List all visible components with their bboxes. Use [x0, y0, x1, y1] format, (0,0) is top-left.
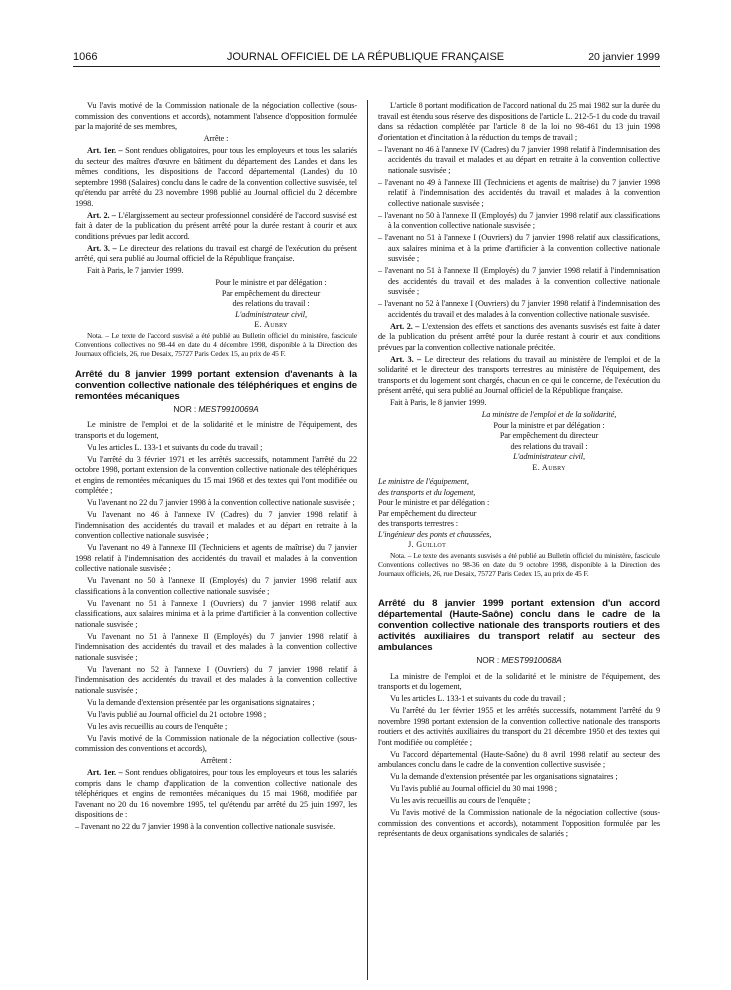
vu-item: Vu l'avis motivé de la Commission nationale de la négociation collective (sous-commission des conventions et accords), notamment l'opposition formulée par les représentants de deux organisations syndicales de salariés ;	[378, 808, 660, 839]
decree-title: Arrêté du 8 janvier 1999 portant extension d'un accord départemental (Haute-Saône) conclu dans le cadre de la convention collective nationale des transports routiers et des activités auxiliaires du transport relatif au secteur des ambulances	[378, 598, 660, 654]
signature-line: des transports terrestres :	[378, 519, 459, 528]
nor-code: MEST9910068A	[501, 655, 562, 666]
intro-paragraph: Le ministre de l'emploi et de la solidarité et le ministre de l'équipement, des transports et du logement,	[75, 420, 357, 440]
vu-item: Vu l'avis publié au Journal officiel du 30 mai 1998 ;	[390, 784, 557, 794]
vu-item: Vu l'avenant no 49 à l'annexe III (Techniciens et agents de maîtrise) du 7 janvier 1998 relatif à l'indemnisation des accidentés du travail et malades à la convention collective nationale susvisée ;	[75, 543, 357, 574]
vu-item: Vu la demande d'extension présentée par les organisations signataires ;	[390, 772, 618, 782]
article-text: L'élargissement au secteur professionnel considéré de l'accord susvisé est fait à dater de la publication du présent arrêté pour la durée restant à courir et aux conditions prévues par ledit accord.	[75, 210, 357, 241]
vu-item: Vu l'avenant no 51 à l'annexe I (Ouvriers) du 7 janvier 1998 relatif aux classifications, aux salaires minima et à la prime d'artificier à la convention collective nationale susvisée ;	[75, 598, 357, 629]
signature-line: Pour le ministre et par délégation :	[215, 278, 327, 287]
signatory-title: L'administrateur civil,	[235, 309, 307, 319]
vu-item: Vu l'accord départemental (Haute-Saône) du 8 avril 1998 relatif au secteur des ambulances conclu dans le cadre de la convention collective susvisée ;	[378, 749, 660, 770]
article-1	[75, 146, 357, 209]
page-header	[0, 0, 731, 70]
issue-date: 20 janvier 1999	[588, 51, 660, 63]
vu-item: Vu l'avenant no 22 du 7 janvier 1998 à la convention collective nationale susvisée ;	[87, 498, 355, 508]
intro-paragraph: La ministre de l'emploi et de la solidarité et le ministre de l'équipement, des transports et du logement,	[378, 671, 660, 692]
list-item: – l'avenant no 49 à l'annexe III (Techniciens et agents de maîtrise) du 7 janvier 1998 relatif à l'indemnisation des accidentés du travail et malades à la convention collective nationale susvisée ;	[378, 177, 660, 208]
fait-line: Fait à Paris, le 8 janvier 1999.	[390, 398, 487, 407]
signatory-name: J. Guillot	[408, 540, 447, 549]
arretent-heading: Arrêtent :	[200, 756, 232, 766]
left-column	[75, 101, 357, 834]
article-3	[75, 244, 357, 265]
left-paragraph: Vu l'avis motivé de la Commission nationale de la négociation collective (sous-commission des conventions et accords), notamment l'absence d'opposition formulée par la majorité de ses membres,	[75, 101, 357, 131]
nor-code: MEST9910069A	[198, 403, 259, 414]
article-2	[378, 322, 660, 354]
article-label: Art. 3. –	[87, 243, 117, 253]
article-text: Sont rendues obligatoires, pour tous les employeurs et tous les salariés compris dans le champ d'application de la convention collective nationale des téléphériques et engins de remontées mécaniques du 15 mai 1968, modifiée par l'avenant no 20 du 16 novembre 1995, tel qu'étendu par arrêté du 25 juin 1997, les dispositions de :	[75, 768, 357, 820]
list-item: – l'avenant no 22 du 7 janvier 1998 à la convention collective nationale susvisée.	[75, 822, 336, 832]
nor-label: NOR :	[476, 655, 500, 666]
article-label: Art. 1er. –	[87, 146, 123, 155]
nota-note: Nota. – Le texte de l'accord susvisé a été publié au Bulletin officiel du ministère, fascicule Conventions collectives no 98-44 en date du 4 décembre 1998, disponible à la Direction des Journaux officiels, 26, rue Desaix, 75727 Paris Cedex 15, au prix de 45 F.	[75, 330, 357, 359]
right-paragraph: L'article 8 portant modification de l'accord national du 25 mai 1982 sur la durée du travail est étendu sous réserve des dispositions de l'article L. 212-5-1 du code du travail dans sa rédaction complétée par l'article 8 de la loi no 98-461 du 13 juin 1998 d'orientation et d'incitation à la réduction du temps de travail ;	[378, 101, 660, 142]
arrete-heading: Arrête :	[203, 134, 229, 143]
vu-item: Vu l'avenant no 50 à l'annexe II (Employés) du 7 janvier 1998 relatif aux classifications à la convention collective nationale susvisée ;	[75, 576, 357, 596]
vu-item: Vu les articles L. 133-1 et suivants du code du travail ;	[390, 694, 566, 704]
nor-label: NOR :	[173, 403, 197, 414]
article-3	[378, 355, 660, 397]
signatory-minister: La ministre de l'emploi et de la solidarité,	[481, 410, 617, 419]
article-label: Art. 1er. –	[87, 768, 123, 778]
vu-item: Vu les avis recueillis au cours de l'enquête ;	[87, 721, 228, 731]
nor-reference	[75, 404, 357, 415]
list-item: – l'avenant no 51 à l'annexe II (Employés) du 7 janvier 1998 relatif à l'indemnisation des accidentés du travail et des malades à la convention collective nationale susvisée ;	[378, 266, 660, 296]
vu-item: Vu l'avis motivé de la Commission nationale de la négociation collective (sous-commission des conventions et accords),	[75, 733, 357, 754]
signature-line: des relations du travail :	[510, 441, 588, 451]
signature-line: Par empêchement du directeur	[378, 508, 477, 518]
article-label: Art. 2. –	[87, 210, 116, 220]
list-item: – l'avenant no 46 à l'annexe IV (Cadres) du 7 janvier 1998 relatif à l'indemnisation des accidentés du travail et malades et au départ en retraite à la convention collective nationale susvisée ;	[378, 144, 660, 175]
article-text: Le directeur des relations du travail au ministère de l'emploi et de la solidarité et le directeur des transports terrestres au ministère de l'équipement, des transports et du logement sont chargés, chacun en ce qui le concerne, de l'exécution du présent arrêté, qui sera publié au Journal officiel de la République française.	[378, 354, 661, 395]
vu-item: Vu l'arrêté du 1er février 1955 et les arrêtés successifs, notamment l'arrêté du 9 novembre 1998 portant extension de la convention collective nationale des transports routiers et des activités auxiliaires du transport du 21 décembre 1950 et des textes qui l'ont modifiée ou complétée ;	[378, 706, 660, 747]
article-label: Art. 3. –	[390, 354, 422, 364]
nor-reference	[378, 655, 660, 666]
signatory-name: E. Aubry	[532, 462, 566, 472]
article-text: Sont rendues obligatoires, pour tous les employeurs et tous les salariés du secteur des maîtres d'œuvre en bâtiment du département des Landes et dans les mêmes conditions, les dispositions de l'accord départemental (Landes) du 10 septembre 1998 (Salaires) conclu dans le cadre de la convention collective susvisée, tel qu'étendu par arrêté du 23 novembre 1998 publié au Journal officiel du 2 décembre 1998.	[75, 146, 357, 208]
vu-item: Vu les articles L. 133-1 et suivants du code du travail ;	[87, 442, 263, 452]
signature-line: Par empêchement du directeur	[221, 288, 321, 298]
vu-item: Vu les avis recueillis au cours de l'enquête ;	[390, 796, 531, 806]
vu-item: Vu l'arrêté du 3 février 1971 et les arrêtés successifs, notamment l'arrêté du 22 octobre 1998, portant extension de la convention collective nationale des téléphériques et engins de remontées mécaniques du 15 mai 1968 et des textes qui l'ont modifiée ou complétée ;	[75, 454, 357, 496]
signature-block	[185, 278, 357, 331]
right-column	[378, 101, 660, 841]
vu-item: Vu l'avis publié au Journal officiel du 21 octobre 1998 ;	[87, 709, 267, 719]
vu-item: Vu la demande d'extension présentée par les organisations signataires ;	[87, 697, 315, 707]
list-item: – l'avenant no 51 à l'annexe I (Ouvriers) du 7 janvier 1998 relatif aux classifications, aux salaires minima et à la prime d'artificier à la convention collective nationale susvisée ;	[378, 233, 660, 263]
article-text: L'extension des effets et sanctions des avenants susvisés est faite à dater de la publication du présent arrêté pour la durée restant à courir et aux conditions prévues par la convention collective nationale précitée.	[378, 321, 660, 352]
fait-line: Fait à Paris, le 7 janvier 1999.	[87, 266, 184, 275]
vu-item: Vu l'avenant no 46 à l'annexe IV (Cadres) du 7 janvier 1998 relatif à l'indemnisation des accidentés du travail et malades et au départ en retraite à la convention collective nationale susvisée ;	[75, 510, 357, 541]
signature-line: Par empêchement du directeur	[499, 431, 599, 440]
page-number: 1066	[73, 51, 98, 63]
article-2	[75, 211, 357, 243]
vu-item: Vu l'avenant no 51 à l'annexe II (Employés) du 7 janvier 1998 relatif à l'indemnisation des accidentés du travail et des malades à la convention collective nationale susvisée ;	[75, 631, 357, 662]
nota-note: Nota. – Le texte des avenants susvisés a été publié au Bulletin officiel du ministère, fascicule Conventions collectives no 98-36 en date du 9 octobre 1998, disponible à la Direction des Journaux officiels, 26, rue Desaix, 75727 Paris Cedex 15, au prix de 45 F.	[378, 550, 660, 579]
article-label: Art. 2. –	[390, 321, 420, 331]
vu-item: Vu l'avenant no 52 à l'annexe I (Ouvriers) du 7 janvier 1998 relatif à l'indemnisation des accidentés du travail et des malades à la convention collective nationale susvisée ;	[75, 664, 357, 695]
list-item: – l'avenant no 50 à l'annexe II (Employés) du 7 janvier 1998 relatif aux classifications à la convention collective nationale susvisée ;	[378, 210, 660, 230]
signature-line: des relations du travail :	[232, 299, 310, 308]
signature-line: Pour la ministre et par délégation :	[493, 420, 605, 430]
article-1b	[75, 768, 357, 821]
signatory-minister: Le ministre de l'équipement,	[378, 477, 469, 486]
signatory-title: L'ingénieur des ponts et chaussées,	[378, 529, 492, 539]
column-divider	[367, 100, 368, 980]
decree-title: Arrêté du 8 janvier 1999 portant extension d'avenants à la convention collective nationale des téléphériques et engins de remontées mécaniques	[75, 368, 357, 402]
article-text: Le directeur des relations du travail est chargé de l'exécution du présent arrêté, qui sera publié au Journal officiel de la République française.	[75, 243, 357, 263]
signatory-minister: des transports et du logement,	[378, 487, 476, 497]
signature-block	[378, 477, 660, 551]
signatory-title: L'administrateur civil,	[513, 452, 585, 461]
list-item: – l'avenant no 52 à l'annexe I (Ouvriers) du 7 janvier 1998 relatif à l'indemnisation des accidentés du travail et des malades à la convention collective nationale susvisée.	[378, 299, 660, 319]
signature-block	[438, 410, 660, 473]
signatory-name: E. Aubry	[254, 320, 288, 329]
signature-line: Pour le ministre et par délégation :	[378, 498, 490, 507]
header-rule	[73, 66, 660, 67]
journal-title: JOURNAL OFFICIEL DE LA RÉPUBLIQUE FRANÇAISE	[226, 51, 505, 63]
